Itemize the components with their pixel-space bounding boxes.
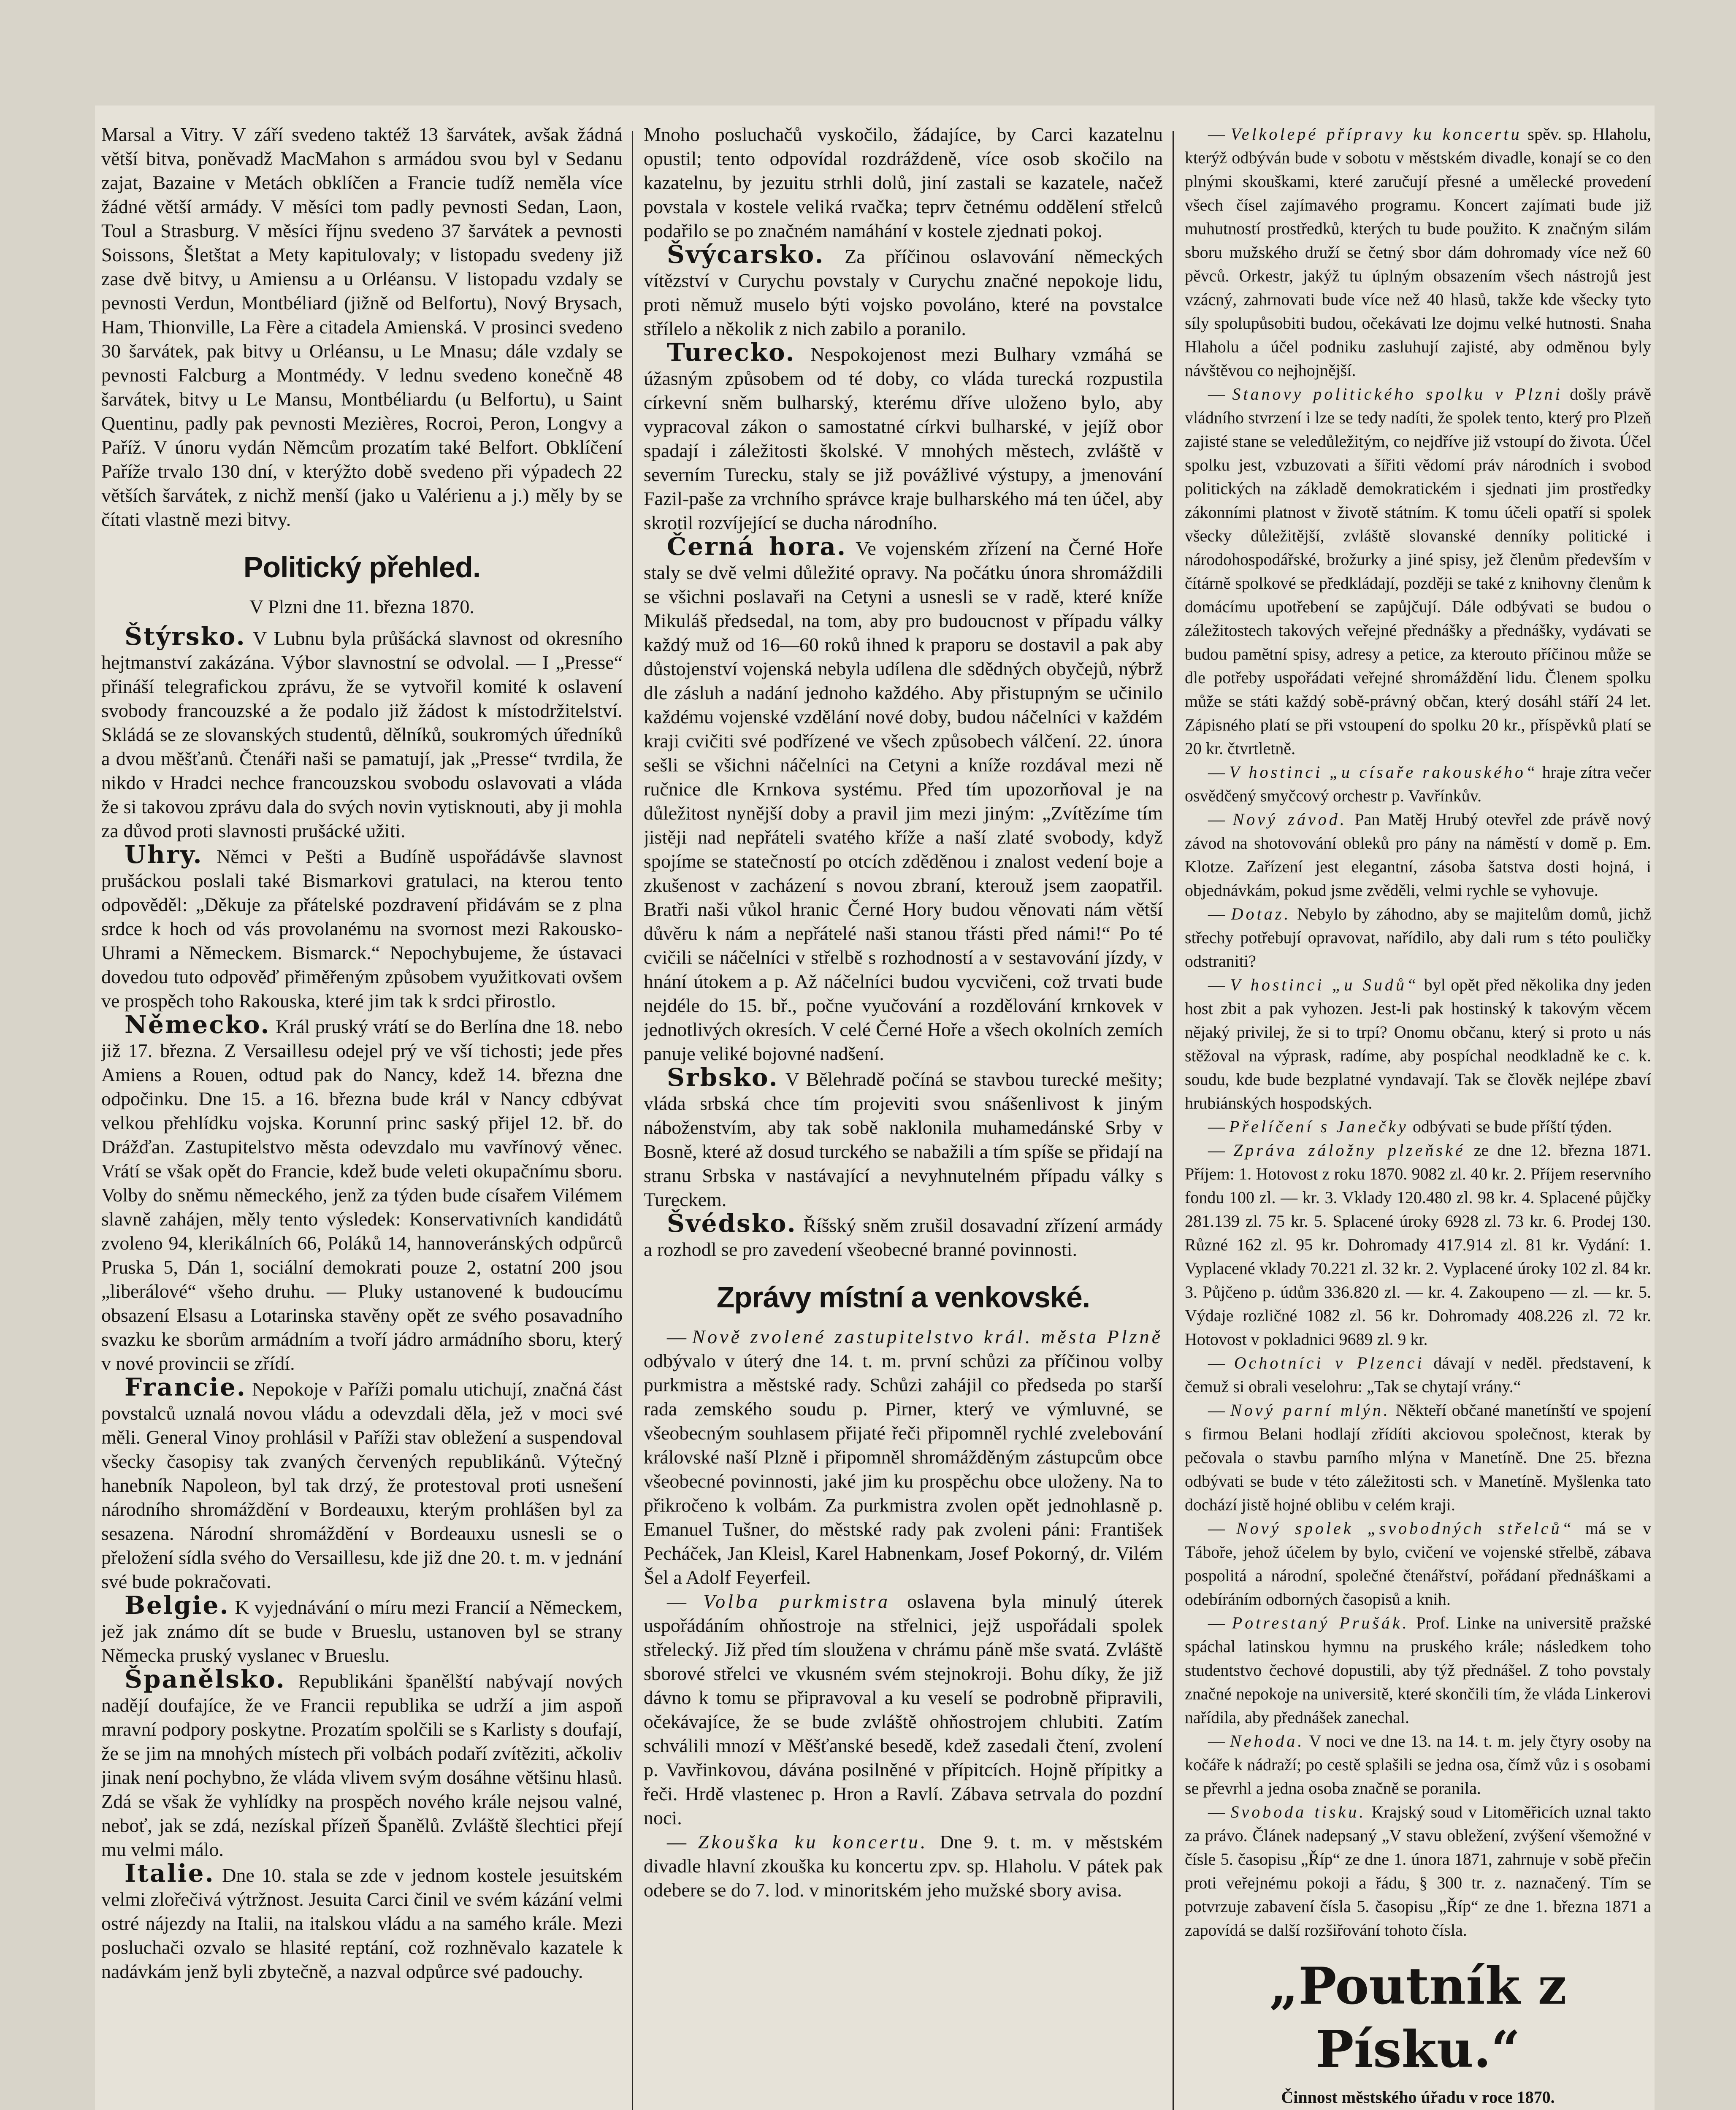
- local-item: — Nově zvolené zastupitelstvo král. města Plzně odbývalo v úterý dne 14. t. m. první schůzi za příčinou volby purkmistra a městské rady. Schůzi zahájil co předseda po starší rada zemského soudu p. Pirner, který ve výmluvné, se všeobecným souhlasem přijaté řeči připomněl rychlé zvelebování královské naší Plzně i připomněl shromážděným zástupcům obce všeobecné povinnosti, jaké jim ku prospěchu obce uloženy. Na to přikročeno k volbám. Za purkmistra zvolen opět jednohlasně p. Emanuel Tušner, do městské rady pak zvoleni páni: František Pecháček, Jan Kleisl, Karel Habnenkam, Josef Pokorný, dr. Vilém Šel a Adolf Feyerfeil.: [644, 1326, 1163, 1588]
- local-item-title: Nově zvolené zastupitelstvo král. města Plzně: [692, 1326, 1163, 1347]
- newspaper-page: [95, 106, 1655, 2110]
- local-item: — Svoboda tisku. Krajský soud v Litoměřicích uznal takto za právo. Článek nadepsaný „V stavu obležení, zvýšení všemožné v čísle 5. časopisu „Říp“ ze dne 1. února 1871, zahrnuje v sobě přečin proti veřejnému pokoji a řádu, § 300 tr. z. naznačený. Tím se potvrzuje zabavení čísla 5. časopisu „Říp“ ze dne 1. března 1871 a zapovídá se další rozšiřování tohoto čísla.: [1185, 1802, 1651, 1940]
- news-item-italie: [101, 1861, 623, 1983]
- local-item: — Potrestaný Prušák. Prof. Linke na universitě pražské spáchal latinskou hymnu na pruského krále; následkem toho studentstvo čechové dopustili, aby týž přednášel. Z toho povstaly značné nepokoje na universitě, které skončili tím, že vláda Linkerovi nařídila, aby přednášek zanechal.: [1185, 1613, 1651, 1727]
- news-continuation: Mnoho posluchačů vyskočilo, žádajíce, by Carci kazatelnu opustil; tento odpovídal rozdráždeně, více osob skočilo na kazatelnu, by jezuitu strhli dolů, jiní zastali se kazatele, načež povstala v kostele veliká rvačka; teprv četnému oddělení střelců podařilo se po značném namáhání v kostele zjednati pokoj.: [644, 124, 1163, 241]
- news-item-uhry: [101, 840, 623, 1013]
- local-item-text: dávají v neděl. představení, k čemuž si obrali veselohru: „Tak se chytají vrány.“: [1185, 1353, 1651, 1396]
- local-item-title: Velkolepé přípravy ku koncertu: [1230, 124, 1522, 143]
- poutnik-heading: „Poutník z Písku.“: [1269, 1956, 1567, 2079]
- local-item: — Nový spolek „svobodných střelců“ má se v Táboře, jehož účelem by bylo, cvičení ve vojenské střelbě, zábava pospolitá a národní, společné čtenářství, pořádaní přednáškami a odebíráním odborných časopisů a knih.: [1185, 1519, 1651, 1609]
- news-item-cerna-hora: [644, 532, 1163, 1066]
- country-heading: Švédsko.: [667, 1209, 797, 1238]
- local-item-text: spěv. sp. Hlaholu, kterýž odbýván bude v sobotu v městském divadle, konají se co den plnými skouškami, které zaručují přesné a umělecké provedení všech čísel zajímavého programu. Koncert zajímati bude již muhutností prostředků, kterých tu bude použito. K značným silám sboru mužského druží se četný sbor dám dohromady více než 60 pěvců. Orkestr, jakýž tu úplným obsazením všech nástrojů jest vzácný, zahrnovati bude více než 40 hlasů, takže kde všecky tyto síly spolupůsobiti budou, očekávati lze dojmu velké hutnosti. Snaha Hlaholu a účel podniku zasluhují zajisté, aby odměnou byly návštěvou co nejhojnější.: [1185, 124, 1651, 380]
- news-text: Dne 10. stala se zde v jednom kostele jesuitském velmi zlořečivá výtržnost. Jesuita Carci činil ve svém kázání velmi ostré nájezdy na Italii, na italskou vládu a na samého krále. Mezi posluchači ozvalo se hlasité reptání, což rozhněvalo kazatele k nadávkám jenž byli zbytečně, a nazval odpůrce své padouchy.: [101, 1864, 623, 1982]
- country-heading: Německo.: [125, 1010, 271, 1039]
- section-heading-local: Zprávy místní a venkovské.: [716, 1281, 1090, 1314]
- local-item: — Nový závod. Pan Matěj Hrubý otevřel zde právě nový závod na shotovování obleků pro pány na náměstí v domě p. Em. Klotze. Zařízení jest elegantní, zásoba šatstva dosti hojná, i objednávkám, pokud jsme zvěděli, velmi rychle se vyhovuje.: [1185, 810, 1651, 900]
- news-item-belgie: [101, 1593, 623, 1667]
- local-item-title: Nový spolek „svobodných střelců“: [1236, 1519, 1574, 1538]
- local-item-title: Nový závod.: [1232, 810, 1347, 829]
- local-item-title: Přelíčení s Janečky: [1229, 1117, 1408, 1136]
- news-item-francie: [101, 1375, 623, 1593]
- news-item-turecko: [644, 338, 1163, 535]
- local-item-title: Ochotníci v Plzenci: [1234, 1353, 1425, 1372]
- local-item: — Přelíčení s Janečky odbývati se bude příští týden.: [1208, 1117, 1612, 1136]
- news-text: V Bělehradě počíná se stavbou turecké mešity; vláda srbská chce tím projeviti svou snášenlivost k jiným náboženstvím, aby tak sobě naklonila muhamedánské Srby v Bosně, které až dosud turckého se nabažili a tím spíše se přidají na stranu Srbska v nastávající a nevyhnutelném případu války s Tureckem.: [644, 1069, 1163, 1210]
- local-item-title: Zkouška ku koncertu.: [698, 1831, 928, 1853]
- local-item-text: odbývati se bude příští týden.: [1412, 1117, 1612, 1136]
- news-text: Král pruský vrátí se do Berlína dne 18. nebo již 17. března. Z Versaillesu odejel prý ve vší tichosti; jede přes Amiens a Rouen, odtud pak do Nancy, kdež 14. března dne odpočinku. Dne 15. a 16. března bude král v Nancy cdbývat velkou přehlídku vojska. Korunní princ saský přijel 12. bř. do Drážďan. Zastupitelstvo města odevzdalo mu vavřínový věnec. Vrátí se však opět do Francie, kdež bude veleti okupačnímu sboru. Volby do sněmu německého, jenž za týden bude císařem Vilémem slavně zahájen, měly tento výsledek: Konservativních kandidátů zvoleno 94, klerikálních 66, Poláků 14, hannoveránských odpůrců Pruska 5, Dán 1, sociální demokrati pouze 2, ostatní 200 jsou „liberálové“ všeho druhu. — Pluky ustanovené k budoucímu obsazení Elsasu a Lotarinska stavěny opět ze svého posavadního svazku ke sborům armádním a tvoří jádro armádního sboru, který v nové provincii se zřídí.: [101, 1016, 623, 1374]
- country-heading: Italie.: [125, 1859, 215, 1888]
- column-middle: [644, 122, 1163, 2110]
- column-rule: [632, 131, 633, 2110]
- local-item: — Nový parní mlýn. Někteří občané manetínští ve spojení s firmou Belani hodlají zřídíti akciovou společnost, kterak by pečovala o stavbu parního mlýna v Manetíně. Dne 25. března odbývati se bude v této záležitosti sch. v Manetíně. Myšlenka tato dochází jistě hojné oblibu v celém kraji.: [1185, 1401, 1651, 1514]
- country-heading: Černá hora.: [667, 532, 847, 561]
- local-item: — Stanovy politického spolku v Plzni došly právě vládního stvrzení i lze se tedy nadíti, že spolek tento, který pro Plzeň zajisté stane se veledůležitým, co nejdříve již vstoupí do života. Účel spolku jest, vzbuzovati a šířiti vědomí práv národních i svobod politických na základě demokratickém i sjednati jim prostředky zákonními platnost v životě státním. K tomu účeli opatří si spolek všecky důležitější, zvláště slovanské denníky politické i národohospodářské, brožurky a jiné spisy, jež členům především v čítárně spolkové se předkládají, později se také z knihovny členům k domácímu upotřebení se zapůjčují. Dále odbývati se budou o záležitostech takových veřejné přednášky a přednášky, vydávati se budou pamětní spisy, adresy a petice, za kterouto příčinou může se dle potřeby uspořádati veřejné shromáždění lidu. Členem spolku může se státi každý sobě-právný občan, který dosáhl stáří 24 let. Zápisného platí se při vstoupení do spolku 20 kr., příspěvků platí se 20 kr. čtvrtletně.: [1185, 384, 1651, 758]
- news-text: Nepokoje v Paříži pomalu utichují, značná část povstalců uznalá novou vládu a odevzdali děla, jež v moci své měli. General Vinoy prohlásil v Paříži stav obležení a suspendoval všecky časopisy tak zvaných červených republikánů. Výtečný hanebník Napoleon, byl tak drzý, že protestoval proti usnešení národního shromáždění v Bordeauxu, kterým prohlášen byl za sesazena. Národní shromáždění v Bordeauxu usnesli se o přeložení sídla svého do Versaillesu, kde již dne 20. t. m. v jednání své bude pokračovati.: [101, 1378, 623, 1592]
- local-item-text: byl opět před několika dny jeden host zbit a pak vyhozen. Jest-li pak hostinský k takovým věcem nějaký privilej, že si to trpí? Onomu občanu, který si proto u nás stěžoval na výprask, radíme, aby pospíchal neodkladně ke c. k. soudu, kde bude bezplatné vyndavají. Tak se člověk nejlépe zbaví hrubiánských hospodských.: [1185, 975, 1651, 1112]
- local-item-text: V noci ve dne 13. na 14. t. m. jely čtyry osoby na kočáře k nádraží; po cestě splašili se jedna osa, čímž vůz i s osobami se převrhl a jedna osoba značně se poranila.: [1185, 1731, 1651, 1798]
- local-item-title: Stanovy politického spolku v Plzni: [1232, 384, 1563, 403]
- local-item-title: Nehoda.: [1230, 1731, 1305, 1750]
- ad-subtitle: Činnost městského úřadu v roce 1870.: [1281, 2088, 1555, 2107]
- news-text: Říšský sněm zrušil dosavadní zřízení armády a rozhodl se pro zavedení všeobecné branné povinnosti.: [644, 1215, 1163, 1260]
- local-item-text: Prof. Linke na universitě pražské spáchal latinskou hymnu na pruského krále; následkem toho studentstvo čechové dopustili, aby týž přednášel. Z toho povstaly značné nepokoje na universitě, které skončili tím, že vláda Linkerovi nařídila, aby přednášek zanechal.: [1185, 1613, 1651, 1727]
- country-heading: Uhry.: [125, 840, 203, 869]
- local-item-title: Zpráva záložny plzeňské: [1233, 1141, 1465, 1160]
- column-left: [101, 122, 623, 2110]
- news-text: V Lubnu byla průšácká slavnost od okresního hejtmanství zakázána. Výbor slavnostní se odvolal. — I „Presse“ přináší telegrafickou zprávu, že se vytvořil komité k oslavení svobody francouzské a že podalo již žádost k místodržitelství. Skládá se ze slovanských studentů, dělníků, soukromých úředníků a dvou měšťanů. Čtenáři naši se pamatují, jak „Presse“ tvrdila, že nikdo v Hradci nechce francouzskou svobodu oslavovati a vláda že si takovou zprávu dala do svých novin vytisknouti, aby ji mohla za důvod proti slavnosti prušácké užiti.: [101, 628, 623, 841]
- local-item-text: Někteří občané manetínští ve spojení s firmou Belani hodlají zřídíti akciovou společnost, kterak by pečovala o stavbu parního mlýna v Manetíně. Dne 25. března odbývati se bude v této záležitosti sch. v Manetíně. Myšlenka tato dochází jistě hojné oblibu v celém kraji.: [1185, 1401, 1651, 1514]
- local-item: — Nehoda. V noci ve dne 13. na 14. t. m. jely čtyry osoby na kočáře k nádraží; po cestě splašili se jedna osa, čímž vůz i s osobami se převrhl a jedna osoba značně se poranila.: [1185, 1731, 1651, 1798]
- local-item-title: Volba purkmistra: [703, 1591, 890, 1612]
- dateline: V Plzni dne 11. března 1870.: [249, 596, 474, 617]
- local-item-text: má se v Táboře, jehož účelem by bylo, cvičení ve vojenské střelbě, zábava pospolitá a národní, společné čtenářství, pořádaní přednáškami a odebíráním odborných časopisů a knih.: [1185, 1519, 1651, 1609]
- local-item-title: Nový parní mlýn.: [1230, 1401, 1390, 1420]
- local-item: — V hostinci „u císaře rakouského“ hraje zítra večer osvědčený smyčcový orchestr p. Vavřínkův.: [1185, 763, 1651, 805]
- local-item-title: V hostinci „u císaře rakouského“: [1229, 763, 1538, 782]
- local-item-title: Svoboda tisku.: [1230, 1802, 1366, 1821]
- local-item: — Velkolepé přípravy ku koncertu spěv. sp. Hlaholu, kterýž odbýván bude v sobotu v městském divadle, konají se co den plnými skouškami, které zaručují přesné a umělecké provedení všech čísel zajímavého programu. Koncert zajímati bude již muhutností prostředků, kterých tu bude použito. K značným silám sboru mužského druží se četný sbor dám dohromady více než 60 pěvců. Orkestr, jakýž tu úplným obsazením všech nástrojů jest vzácný, zahrnovati bude více než 40 hlasů, takže kde všecky tyto síly spolupůsobiti budou, očekávati lze dojmu velké hutnosti. Snaha Hlaholu a účel podniku zasluhují zajisté, aby odměnou byly návštěvou co nejhojnější.: [1185, 124, 1651, 380]
- country-heading: Srbsko.: [667, 1063, 779, 1092]
- news-item-svedsko: [644, 1209, 1163, 1261]
- news-text: Nespokojenost mezi Bulhary vzmáhá se úžasným způsobem od té doby, co vláda turecká rozpustila církevní sněm bulharský, kterému dříve uloženo bylo, aby vypracoval zákon o samostatné církvi bulharské, v jejíž obor spadají i záležitosti školské. V mnohých městech, zvláště v severním Turecku, staly se již povážlivé výstupy, a jmenování Fazil-paše za vrchního správce kraje bulharského má ten účel, aby skrotil rozvíjející se ducha národního.: [644, 344, 1163, 533]
- local-item-text: Pan Matěj Hrubý otevřel zde právě nový závod na shotovování obleků pro pány na náměstí v domě p. Em. Klotze. Zařízení jest elegantní, zásoba šatstva dosti hojná, i objednávkám, pokud jsme zvěděli, velmi rychle se vyhovuje.: [1185, 810, 1651, 900]
- news-text: Němci v Pešti a Budíně uspořádávše slavnost prušáckou poslali také Bismarkovi gratulaci, na kterou tento odpověděl: „Děkuje za přátelské pozdravení přidávám se z plna srdce k hoch od vás provolanému na svornost mezi Rakousko-Uhrami a Německem. Bismarck.“ Nepochybujeme, že ústavaci dovedou tuto odpověď přiměřeným způsobem využitkovati ovšem ve prospěch toho Rakouska, které jim tak k srdci přirostlo.: [101, 846, 623, 1012]
- local-item: — Ochotníci v Plzenci dávají v neděl. představení, k čemuž si obrali veselohru: „Tak se chytají vrány.“: [1185, 1353, 1651, 1396]
- news-item-svycarsko: [644, 240, 1163, 341]
- local-item-text: ze dne 12. března 1871. Příjem: 1. Hotovost z roku 1870. 9082 zl. 40 kr. 2. Příjem reservního fondu 100 zl. — kr. 3. Vklady 120.480 zl. 98 kr. 4. Splacené půjčky 281.139 zl. 75 kr. 5. Splacené úroky 6928 zl. 73 kr. 6. Prodej 130. Různé 162 zl. 95 kr. Dohromady 417.914 zl. 81 kr. Vydání: 1. Vyplacené vklady 70.221 zl. 32 kr. 2. Vyplacené úroky 102 zl. 84 kr. 3. Půjčeno p. údům 336.820 zl. — kr. 4. Zakoupeno — zl. — kr. 5. Výdaje rozličné 1082 zl. 56 kr. Dohromady 408.226 zl. 72 kr. Hotovost v pokladnici 9689 zl. 9 kr.: [1185, 1141, 1651, 1349]
- country-heading: Francie.: [125, 1373, 246, 1401]
- news-text: Ve vojenském zřízení na Černé Hoře staly se dvě velmi důležité opravy. Na počátku února shromáždili se všichni poslavaři na Cetyni a usnesli se v radě, které kníže Mikuláš předsedal, na tom, aby pro budoucnost v případu války každý muž od 16—60 roků ihned k praporu se dostavil a pak aby důstojenství vojenská nebyla udílena dle sdědných obyčejů, nýbrž dle zásluh a nadání jednoho každého. Aby přistupným se učinilo každému vojenské vzdělání nové doby, budou náčelníci v každém kraji cvičiti své podřízené ve všech způsobech válčení. 22. února sešli se všichni náčelníci na Cetyni a kníže rozdával mezi ně ručnice dle Krnkova systému. Před tím upozorňoval je na důležitost nynější doby a pravil jim mezi jiným: „Zvítězíme tím jistěji nad nepřáteli svatého kříže a naší zlaté svobody, když spojíme se statečností po otcích zděděnou i znalost vedení boje a zkušenost v zacházení s novou zbraní, kterouž jsem zaopatřil. Bratři naši vůkol hranic Černé Hory budou věnovati nám větší důvěru k nám a nepřátelé naši stanou třásti před námi!“ Po té cvičili se náčelníci v střelbě s rozhodností a v sestavování jízdy, v hnání útokem a p. Až náčelníci budou vycvičeni, což trvati bude nejdéle do 15. bř., počne vyučování a rozdělování krnkovek v jednotlivých okresích. V celé Černé Hoře a všech okolních zemích panuje veliké bojovné nadšení.: [644, 538, 1163, 1064]
- local-item-text: oslavena byla minulý úterek uspořádáním ohňostroje na střelnici, jejž uspořádali spolek střelecký. Již před tím sloužena v chrámu páně mše svatá. Zvláště sborové střelci ve vkusném svém stejnokroji. Bohu díky, že již dávno k tomu se připravoval a ku veselí se podrobně připravili, očekávajíce, že se bude zvláště ohňostrojem chlubiti. Zatím schválili mnozí v Měšťanské besedě, kdež zasedali čtení, zvolení p. Vavřinkovou, dávána posilněné v přípitcích. Hojně přípitky a řeči. Hrdě vlastenec p. Hron a Ravlí. Zábava setrvala do pozdní noci.: [644, 1591, 1163, 1829]
- local-item: — Zpráva záložny plzeňské ze dne 12. března 1871. Příjem: 1. Hotovost z roku 1870. 9082 zl. 40 kr. 2. Příjem reservního fondu 100 zl. — kr. 3. Vklady 120.480 zl. 98 kr. 4. Splacené půjčky 281.139 zl. 75 kr. 5. Splacené úroky 6928 zl. 73 kr. 6. Prodej 130. Různé 162 zl. 95 kr. Dohromady 417.914 zl. 81 kr. Vydání: 1. Vyplacené vklady 70.221 zl. 32 kr. 2. Vyplacené úroky 102 zl. 84 kr. 3. Půjčeno p. údům 336.820 zl. — kr. 4. Zakoupeno — zl. — kr. 5. Výdaje rozličné 1082 zl. 56 kr. Dohromady 408.226 zl. 72 kr. Hotovost v pokladnici 9689 zl. 9 kr.: [1185, 1141, 1651, 1349]
- war-summary-paragraph: Marsal a Vitry. V září svedeno taktéž 13 šarvátek, avšak žádná větší bitva, poněvadž MacMahon s armádou svou byl v Sedanu zajat, Bazaine v Metách obklíčen a Francie tudíž neměla více žádné větší armády. V měsíci tom padly pevnosti Sedan, Laon, Toul a Strasburg. V měsíci říjnu svedeno 37 šarvátek a pevnosti Soissons, Šletštat a Mety kapitulovaly; v listopadu svedeny již zase dvě bitvy, u Amiensu a u Orléansu. V listopadu vzdaly se pevnosti Verdun, Montbéliard (jižně od Belfortu), Nový Brysach, Ham, Thionville, La Fère a citadela Amienská. V prosinci svedeno 30 šarvátek, pak bitvy u Orléansu, u Le Mnasu; dále vzdaly se pevnosti Falcburg a Montmédy. V lednu svedeno konečně 48 šarvátek, bitvy u Le Mansu, Montbéliardu (u Belfortu), u Saint Quentinu, padly pak pevnosti Mezières, Rocroi, Peron, Longvy a Paříž. V únoru vydán Němcům prozatím také Belfort. Obklíčení Paříže trvalo 130 dní, v kterýžto době svedeno při výpadech 22 větších šarvátek, z nichž menší (jako u Valérienu a j.) měly by se čítati vlastně mezi bitvy.: [101, 124, 623, 530]
- local-item-text: došly právě vládního stvrzení i lze se tedy nadíti, že spolek tento, který pro Plzeň zajisté stane se veledůležitým, co nejdříve již vstoupí do života. Účel spolku jest, vzbuzovati a šířiti vědomí práv národních i svobod politických na základě demokratickém i sjednati jim prostředky zákonními platnost v životě státním. K tomu účeli opatří si spolek všecky důležitější, zvláště slovanské denníky politické i národohospodářské, brožurky a jiné spisy, jež členům především v čítárně spolkové se předkládají, později se také z knihovny členům k domácímu upotřebení se zapůjčují. Dále odbývati se budou o záležitostech takových veřejné přednášky a přednášky, vydávati se budou pamětní spisy, adresy a petice, za kterouto příčinou může se dle potřeby uspořádati veřejné shromáždění lidu. Členem spolku může se státi každý sobě-právný občan, který dosáhl stáří 24 let. Zápisného platí se při vstoupení do spolku 20 kr., příspěvků platí se 20 kr. čtvrtletně.: [1185, 384, 1651, 758]
- news-item-spanelsko: [101, 1667, 623, 1861]
- news-text: K vyjednávání o míru mezi Francií a Německem, jež jak známo dít se bude v Brueslu, ustanoven byl se strany Německa pruský vyslanec v Brueslu.: [101, 1596, 623, 1666]
- local-item: — Dotaz. Nebylo by záhodno, aby se majitelům domů, jichž střechy potřebují opravovat, nařídilo, aby dali rum s této pouličky odstraniti?: [1185, 904, 1651, 971]
- news-item-styrsko: [101, 622, 623, 843]
- column-rule: [1173, 131, 1174, 2110]
- country-heading: Španělsko.: [125, 1665, 286, 1693]
- country-heading: Švýcarsko.: [667, 240, 825, 269]
- country-heading: Belgie.: [125, 1591, 230, 1620]
- country-heading: Turecko.: [667, 338, 796, 367]
- country-heading: Štýrsko.: [125, 622, 246, 651]
- local-item-text: hraje zítra večer osvědčený smyčcový orchestr p. Vavřínkův.: [1185, 763, 1651, 805]
- local-item-text: Dne 9. t. m. v městském divadle hlavní zkouška ku koncertu zpv. sp. Hlaholu. V pátek pak odebere se do 7. lod. v minoritském jeho mužské sbory avisa.: [644, 1831, 1163, 1901]
- local-item-text: odbývalo v úterý dne 14. t. m. první schůzi za příčinou volby purkmistra a městské rady. Schůzi zahájil co předseda po starší rada zemského soudu p. Pirner, který ve výmluvné, se všeobecným souhlasem přijaté řeči připomněl rychlé zvelebování královské naší Plzně i připomněl shromážděným zástupcům obce všeobecné povinnosti, jaké jim ku prospěchu obce uloženy. Na to přikročeno k volbám. Za purkmistra zvolen opět jednohlasně p. Emanuel Tušner, do městské rady pak zvoleni páni: František Pecháček, Jan Kleisl, Karel Habnenkam, Josef Pokorný, dr. Vilém Šel a Adolf Feyerfeil.: [644, 1350, 1163, 1588]
- local-item: — V hostinci „u Sudů“ byl opět před několika dny jeden host zbit a pak vyhozen. Jest-li pak hostinský k takovým věcem nějaký privilej, že si to trpí? Onomu občanu, který si proto u nás stěžoval na výprask, radíme, aby pospíchal neodkladně ke c. k. soudu, kde bude bezplatné vyndavají. Tak se člověk nejlépe zbaví hrubiánských hospodských.: [1185, 975, 1651, 1112]
- local-item: — Zkouška ku koncertu. Dne 9. t. m. v městském divadle hlavní zkouška ku koncertu zpv. sp. Hlaholu. V pátek pak odebere se do 7. lod. v minoritském jeho mužské sbory avisa.: [644, 1831, 1163, 1901]
- news-item-nemecko: [101, 1010, 623, 1375]
- news-text: Republikáni španělští nabývají nových nadějí doufajíce, že ve Francii republika se udrží a jim aspoň mravní podpory poskytne. Prozatím spolčili se s Karlisty s doufají, že se jim na mnohých místech při volbách podaří zvítěziti, ačkoliv jinak není pochybno, že vláda vlivem svým dosáhne většinu hlasů. Zdá se však že vyhlídky na prospěch nového krále nejsou valné, neboť, jak se zdá, nezískal přízeň Španělů. Zvláště šlechtici přejí mu velmi málo.: [101, 1670, 623, 1860]
- local-item-text: Krajský soud v Litoměřicích uznal takto za právo. Článek nadepsaný „V stavu obležení, zvýšení všemožné v čísle 5. časopisu „Říp“ ze dne 1. února 1871, zahrnuje v sobě přečin proti veřejnému pokoji a řádu, § 300 tr. z. naznačený. Tím se potvrzuje zabavení čísla 5. časopisu „Říp“ ze dne 1. března 1871 a zapovídá se další rozšiřování tohoto čísla.: [1185, 1802, 1651, 1940]
- local-item-text: Nebylo by záhodno, aby se majitelům domů, jichž střechy potřebují opravovat, nařídilo, aby dali rum s této pouličky odstraniti?: [1185, 904, 1651, 971]
- column-right: [1185, 122, 1651, 2110]
- local-item-title: V hostinci „u Sudů“: [1230, 975, 1419, 994]
- local-item: — Volba purkmistra oslavena byla minulý úterek uspořádáním ohňostroje na střelnici, jejž uspořádali spolek střelecký. Již před tím sloužena v chrámu páně mše svatá. Zvláště sborové střelci ve vkusném svém stejnokroji. Bohu díky, že již dávno k tomu se připravoval a ku veselí se podrobně připravili, očekávajíce, že se bude zvláště ohňostrojem chlubiti. Zatím schválili mnozí v Měšťanské besedě, kdež zasedali čtení, zvolení p. Vavřinkovou, dávána posilněné v přípitcích. Hojně přípitky a řeči. Hrdě vlastenec p. Hron a Ravlí. Zábava setrvala do pozdní noci.: [644, 1591, 1163, 1829]
- local-item-title: Potrestaný Prušák.: [1232, 1613, 1409, 1632]
- news-text: Za příčinou oslavování německých vítězství v Curychu povstaly v Curychu značné nepokoje lidu, proti němuž muselo býti vojsko povoláno, které na povstalce střílelo a několik z nich zabilo a poranilo.: [644, 246, 1163, 339]
- section-heading-political: Politický přehled.: [243, 551, 481, 584]
- news-item-srbsko: [644, 1063, 1163, 1212]
- local-item-title: Dotaz.: [1231, 904, 1291, 923]
